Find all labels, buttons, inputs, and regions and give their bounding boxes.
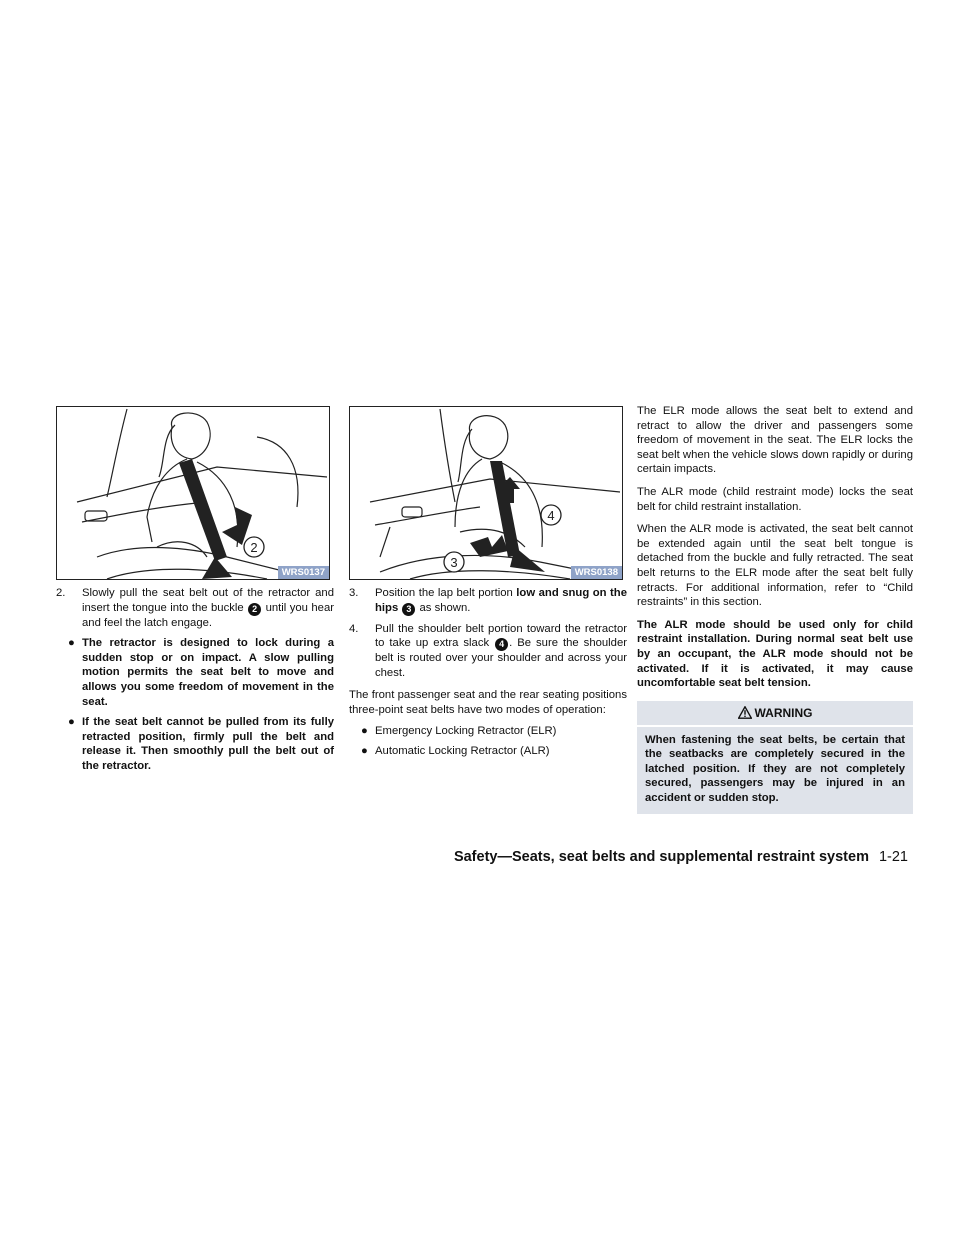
mode-alr: ● Automatic Locking Retractor (ALR) [361, 745, 550, 758]
bullet-retractor: ● The retractor is designed to lock during a sudden stop or on impact. A slow pulling motion permits the seat belt to move and allows you some freedom of movement in the seat. [68, 637, 334, 708]
bullet-pull: ● If the seat belt cannot be pulled from its fully retracted position, firmly pull the belt and release it. Then smoothly pull the belt out of the retractor. [68, 716, 334, 772]
page-number: 1-21 [878, 849, 908, 865]
step-2: 2. Slowly pull the seat belt out of the retractor and insert the tongue into the buckle 2 until you hear and feel the latch engage. [56, 587, 335, 629]
seatbelt-pull-illustration [57, 407, 329, 579]
figure-callout: 2 [250, 540, 258, 555]
alr-paragraph: The ALR mode (child restraint mode) locks the seat belt for child restraint installation. [637, 485, 913, 513]
warning-text: When fastening the seat belts, be certain that the seatbacks are completely secured in the latched position. If they are not completely secured, passengers may be injured in an accident or sudden stop. [645, 733, 905, 805]
figure-caption: WRS0138 [571, 566, 622, 579]
column-2 [349, 406, 627, 759]
modes-intro: The front passenger seat and the rear seating positions three-point seat belts have two modes of operation: [349, 689, 627, 716]
warning-header [637, 701, 913, 725]
warning-icon [738, 706, 752, 719]
callout-ref-icon: 3 [402, 603, 415, 616]
elr-paragraph: The ELR mode allows the seat belt to extend and retract to allow the driver and passengers some freedom of movement in the seat. The ELR locks the seat belt when the vehicle slows down rapidly or during certain impacts. [637, 405, 913, 476]
alr-usage-note: The ALR mode should be used only for child restraint installation. During normal seat belt use by an occupant, the ALR mode should not be activated. If it is activated, it may cause uncomfortable seat belt tension. [637, 618, 913, 690]
step-3: 3. Position the lap belt portion low and snug on the hips 3 as shown. [349, 587, 627, 614]
column-3 [637, 404, 913, 814]
figure-callout-4: 4 [547, 508, 555, 523]
warning-box [637, 727, 913, 814]
warning-title: WARNING [754, 705, 813, 720]
figure-caption: WRS0137 [278, 566, 329, 579]
seatbelt-adjust-illustration [350, 407, 622, 579]
page-footer [454, 849, 908, 865]
callout-ref-icon: 2 [248, 603, 261, 616]
figure-wrs0137 [56, 406, 330, 580]
callout-ref-icon: 4 [495, 638, 508, 651]
mode-elr: ● Emergency Locking Retractor (ELR) [361, 724, 557, 737]
column-1 [56, 406, 334, 774]
step-4: 4. Pull the shoulder belt portion toward the retractor to take up extra slack 4 . Be sure the shoulder belt is routed over your shoulder and across your chest. [349, 622, 628, 679]
figure-callout-3: 3 [450, 555, 458, 570]
alr-activated-paragraph: When the ALR mode is activated, the seat belt cannot be extended again until the seat belt tongue is detached from the buckle and fully retracted. The seat belt returns to the ELR mode after the seat belt fully retracts. For additional information, refer to “Child restraints” in this section. [637, 523, 913, 609]
figure-wrs0138 [349, 406, 623, 580]
section-title: Safety—Seats, seat belts and supplemental restraint system [453, 849, 869, 865]
